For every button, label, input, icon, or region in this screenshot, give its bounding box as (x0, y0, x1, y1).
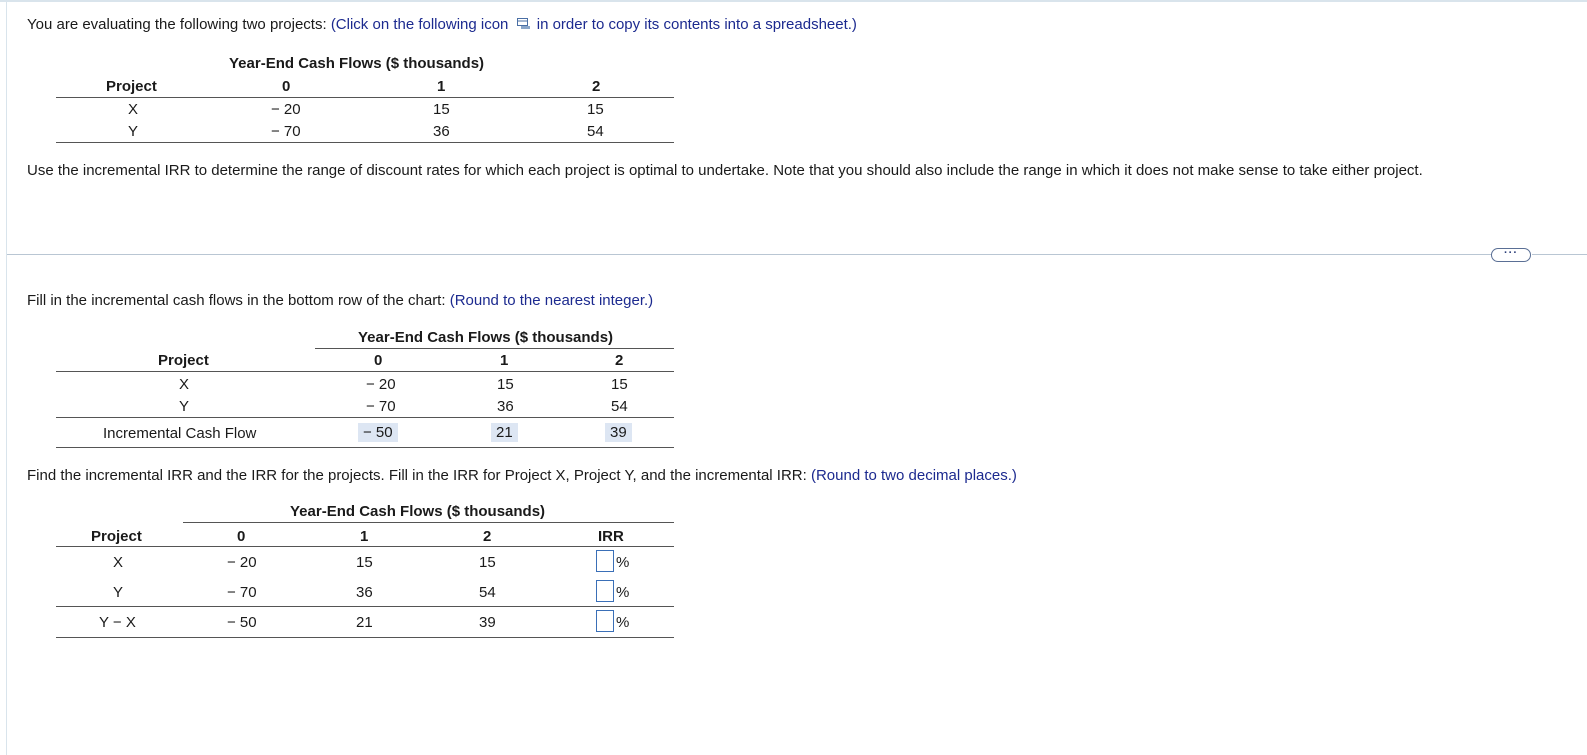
table3-caption: Year-End Cash Flows ($ thousands) (290, 503, 546, 520)
table2-header-project: Project (158, 352, 209, 369)
irr-input-incremental[interactable] (596, 610, 614, 632)
table1-row-y-year0: − 70 (271, 123, 301, 140)
table2-rows-divider (56, 417, 674, 418)
part1-line (27, 292, 653, 309)
table3-row-x-project: X (113, 554, 124, 571)
table3-rows-divider (56, 606, 674, 607)
table3-row-y-year0: − 70 (227, 584, 257, 601)
table1-header-year2: 2 (592, 78, 601, 95)
table3-row-y-project: Y (113, 584, 124, 601)
table1-header-divider (56, 97, 674, 98)
table1-header-year1: 1 (437, 78, 446, 95)
table2-incremental-label: Incremental Cash Flow (103, 425, 257, 442)
table2-bottom-divider (56, 447, 674, 448)
table3-row-x-year2: 15 (479, 554, 496, 571)
section-divider (7, 254, 1492, 255)
incremental-year0-value: − 50 (358, 423, 398, 442)
table3-row-yx-year1: 21 (356, 614, 373, 631)
table2-row-y-year2: 54 (611, 398, 628, 415)
table2-row-y-year0: − 70 (366, 398, 396, 415)
section-divider-right (1532, 254, 1587, 255)
table1-row-y-project: Y (128, 123, 139, 140)
table3-header-year0: 0 (237, 528, 246, 545)
spreadsheet-copy-icon[interactable] (517, 17, 531, 29)
irr-pct-x: % (616, 554, 630, 571)
part1-hint: (Round to the nearest integer.) (449, 292, 654, 309)
table2-caption: Year-End Cash Flows ($ thousands) (358, 329, 614, 346)
table3-row-yx-project: Y − X (99, 614, 136, 631)
part2-text: Find the incremental IRR and the IRR for the projects. Fill in the IRR for Project X, Project Y, and the incremental IRR: (27, 467, 807, 484)
part2-line (27, 467, 1017, 484)
intro-text: You are evaluating the following two projects: (27, 16, 327, 33)
part2-hint: (Round to two decimal places.) (810, 467, 1017, 484)
question-text: Use the incremental IRR to determine the range of discount rates for which each project is optimal to undertake. Note that you should also include the range in which it does not make sense to take either project. (27, 162, 1423, 179)
irr-input-project-y[interactable] (596, 580, 614, 602)
more-options-button[interactable]: ··· (1491, 248, 1531, 262)
table3-header-divider (56, 546, 674, 547)
table1-row-y-year2: 54 (587, 123, 604, 140)
table3-row-y-year1: 36 (356, 584, 373, 601)
irr-pct-incremental: % (616, 614, 630, 631)
top-border (0, 0, 1587, 2)
table2-header-divider (56, 371, 674, 372)
intro-hint-after: in order to copy its contents into a spreadsheet.) (536, 16, 857, 33)
table1-row-x-year2: 15 (587, 101, 604, 118)
table3-row-x-year0: − 20 (227, 554, 257, 571)
table2-row-x-year2: 15 (611, 376, 628, 393)
table2-row-x-year0: − 20 (366, 376, 396, 393)
table3-bottom-divider (56, 637, 674, 638)
table2-row-y-project: Y (179, 398, 190, 415)
table3-row-x-year1: 15 (356, 554, 373, 571)
table1-header-year0: 0 (282, 78, 291, 95)
table3-row-yx-year2: 39 (479, 614, 496, 631)
table3-caption-divider (183, 522, 674, 523)
table1-row-x-year1: 15 (433, 101, 450, 118)
table2-incremental-year0 (358, 423, 398, 442)
table2-row-x-project: X (179, 376, 190, 393)
irr-pct-y: % (616, 584, 630, 601)
table2-row-y-year1: 36 (497, 398, 514, 415)
table2-row-x-year1: 15 (497, 376, 514, 393)
table2-header-year0: 0 (374, 352, 383, 369)
incremental-year2-value: 39 (605, 423, 632, 442)
table2-header-year1: 1 (500, 352, 509, 369)
intro-hint-before: (Click on the following icon (330, 16, 509, 33)
table3-header-project: Project (91, 528, 142, 545)
table1-bottom-divider (56, 142, 674, 143)
table1-row-x-project: X (128, 101, 139, 118)
table2-incremental-year1 (491, 423, 518, 442)
table2-header-year2: 2 (615, 352, 624, 369)
intro-line (27, 16, 857, 33)
table1-row-y-year1: 36 (433, 123, 450, 140)
irr-input-project-x[interactable] (596, 550, 614, 572)
table2-incremental-year2 (605, 423, 632, 442)
left-border (6, 2, 7, 755)
table1-header-project: Project (106, 78, 157, 95)
table3-row-y-year2: 54 (479, 584, 496, 601)
table1-row-x-year0: − 20 (271, 101, 301, 118)
table3-header-year2: 2 (483, 528, 492, 545)
table2-caption-divider (315, 348, 674, 349)
table3-row-yx-year0: − 50 (227, 614, 257, 631)
table3-header-year1: 1 (360, 528, 369, 545)
incremental-year1-value: 21 (491, 423, 518, 442)
table3-header-irr: IRR (598, 528, 624, 545)
part1-text: Fill in the incremental cash flows in the bottom row of the chart: (27, 292, 446, 309)
table1-caption: Year-End Cash Flows ($ thousands) (229, 55, 485, 72)
